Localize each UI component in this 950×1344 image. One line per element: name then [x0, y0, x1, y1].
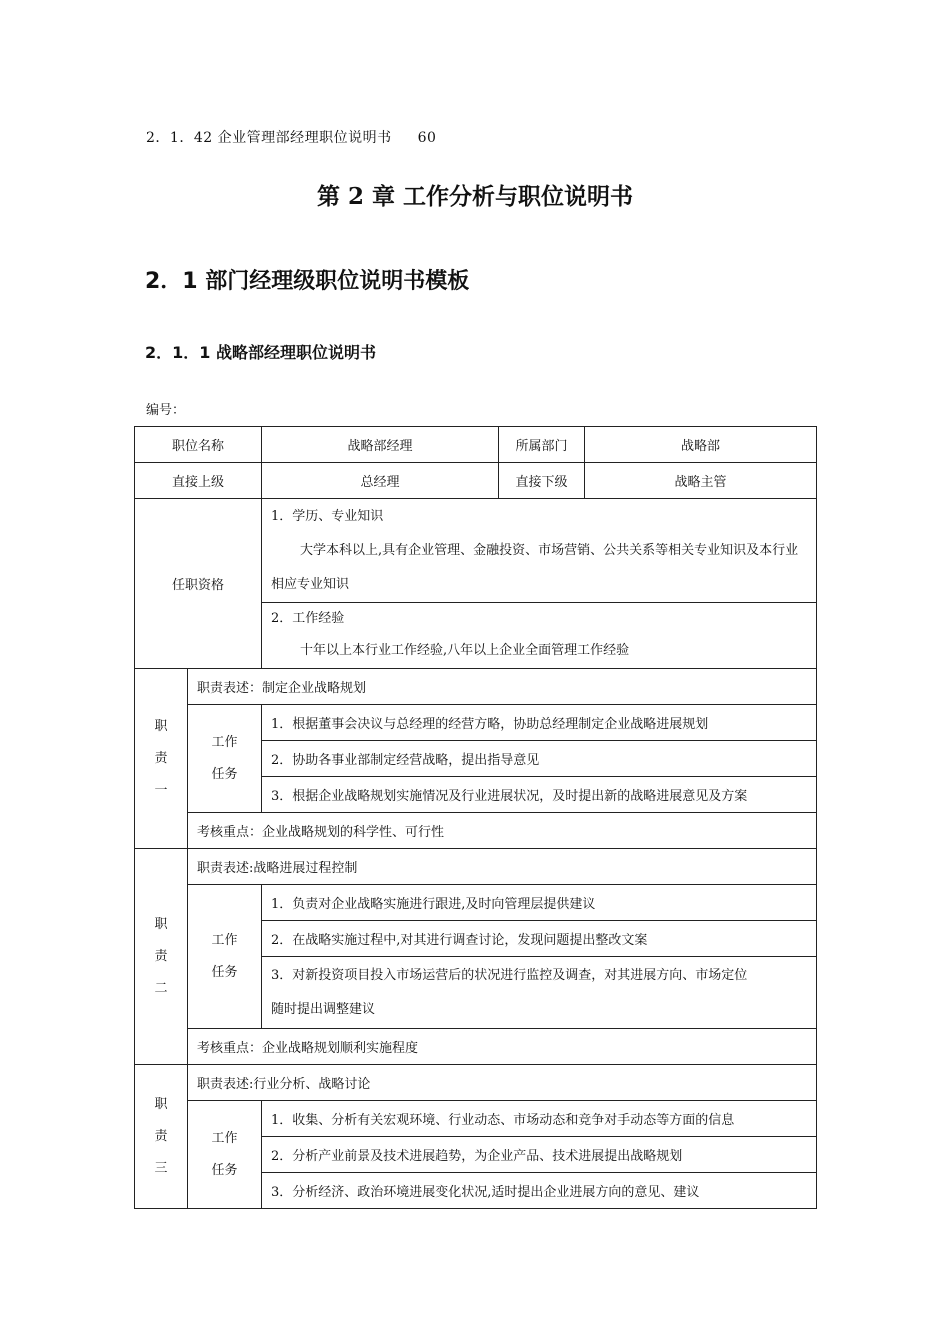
duty-3-task-1: 1．收集、分析有关宏观环境、行业动态、市场动态和竞争对手动态等方面的信息	[262, 1101, 817, 1137]
qualification-experience-line1: 十年以上本行业工作经验,八年以上企业全面管理工作经验	[300, 642, 630, 658]
section-title: 2．1 部门经理级职位说明书模板	[145, 269, 470, 294]
toc-entry-title: 2．1．42 企业管理部经理职位说明书	[146, 130, 392, 146]
qualification-education-title: 1．学历、专业知识	[271, 508, 384, 524]
duty-2-label-char: 职	[154, 916, 168, 932]
department-label: 所属部门	[499, 427, 585, 463]
duty-2-task-label	[188, 885, 262, 1029]
toc-entry	[146, 127, 436, 147]
header-row-position	[135, 427, 817, 463]
qualification-row-1	[135, 499, 817, 603]
chapter-title: 第 2 章 工作分析与职位说明书	[316, 183, 634, 210]
department-value: 战略部	[585, 427, 817, 463]
qualification-label: 任职资格	[135, 499, 262, 669]
qualification-education-line1: 大学本科以上,具有企业管理、金融投资、市场营销、公共关系等相关专业知识及本行业	[300, 542, 799, 558]
duty-3-label-char: 职	[154, 1096, 168, 1112]
duty-2-task-3-line1: 3．对新投资项目投入市场运营后的状况进行监控及调查，对其进展方向、市场定位	[271, 967, 748, 983]
task-label-line: 工作	[211, 734, 238, 750]
duty-1-task-2: 2．协助各事业部制定经营战略，提出指导意见	[262, 741, 817, 777]
duty-1-task-3: 3．根据企业战略规划实施情况及行业进展状况，及时提出新的战略进展意见及方案	[262, 777, 817, 813]
duty-1-task-row	[135, 705, 817, 741]
duty-2-task-1: 1．负责对企业战略实施进行跟进,及时向管理层提供建议	[262, 885, 817, 921]
superior-value: 总经理	[262, 463, 499, 499]
duty-1-task-label	[188, 705, 262, 813]
duty-3-statement: 职责表述:行业分析、战略讨论	[188, 1065, 817, 1101]
task-label-line: 工作	[211, 932, 238, 948]
duty-2-label-char: 责	[154, 948, 168, 964]
position-name-value: 战略部经理	[262, 427, 499, 463]
duty-2-task-3-line2: 随时提出调整建议	[271, 1001, 376, 1017]
task-label-line: 任务	[211, 1162, 238, 1178]
superior-label: 直接上级	[135, 463, 262, 499]
position-name-label: 职位名称	[135, 427, 262, 463]
duty-2-label-char: 二	[154, 980, 168, 996]
duty-2-task-2: 2．在战略实施过程中,对其进行调查讨论，发现问题提出整改文案	[262, 921, 817, 957]
task-label-line: 任务	[211, 964, 238, 980]
toc-entry-page: 60	[417, 130, 437, 146]
duty-3-statement-row	[135, 1065, 817, 1101]
duty-2-statement: 职责表述:战略进展过程控制	[188, 849, 817, 885]
duty-3-label-char: 三	[154, 1160, 168, 1176]
duty-1-statement-row	[135, 669, 817, 705]
duty-1-label	[135, 669, 188, 849]
duty-2-assessment: 考核重点：企业战略规划顺利实施程度	[188, 1029, 817, 1065]
duty-3-task-3: 3．分析经济、政治环境进展变化状况,适时提出企业进展方向的意见、建议	[262, 1173, 817, 1209]
duty-2-assessment-row	[135, 1029, 817, 1065]
subordinate-value: 战略主管	[585, 463, 817, 499]
duty-3-task-2: 2．分析产业前景及技术进展趋势，为企业产品、技术进展提出战略规划	[262, 1137, 817, 1173]
duty-1-assessment: 考核重点：企业战略规划的科学性、可行性	[188, 813, 817, 849]
duty-2-task-row	[135, 885, 817, 921]
duty-2-label	[135, 849, 188, 1065]
duty-2-statement-row	[135, 849, 817, 885]
duty-3-task-label	[188, 1101, 262, 1209]
duty-1-label-char: 职	[154, 718, 168, 734]
qualification-education-line2: 相应专业知识	[271, 576, 350, 592]
qualification-experience-title: 2．工作经验	[271, 610, 345, 626]
duty-3-label	[135, 1065, 188, 1209]
subordinate-label: 直接下级	[499, 463, 585, 499]
duty-1-assessment-row	[135, 813, 817, 849]
serial-number-label: 编号：	[146, 403, 186, 418]
duty-2-task-3	[262, 957, 817, 1029]
qualification-experience	[262, 603, 817, 669]
subsection-title: 2．1．1 战略部经理职位说明书	[145, 343, 376, 362]
duty-3-task-row	[135, 1101, 817, 1137]
duty-1-label-char: 一	[154, 782, 168, 798]
duty-1-task-1: 1．根据董事会决议与总经理的经营方略，协助总经理制定企业战略进展规划	[262, 705, 817, 741]
duty-1-label-char: 责	[154, 750, 168, 766]
task-label-line: 任务	[211, 766, 238, 782]
duty-3-label-char: 责	[154, 1128, 168, 1144]
header-row-reporting	[135, 463, 817, 499]
job-description-table	[134, 426, 817, 1209]
qualification-education	[262, 499, 817, 603]
duty-1-statement: 职责表述：制定企业战略规划	[188, 669, 817, 705]
task-label-line: 工作	[211, 1130, 238, 1146]
